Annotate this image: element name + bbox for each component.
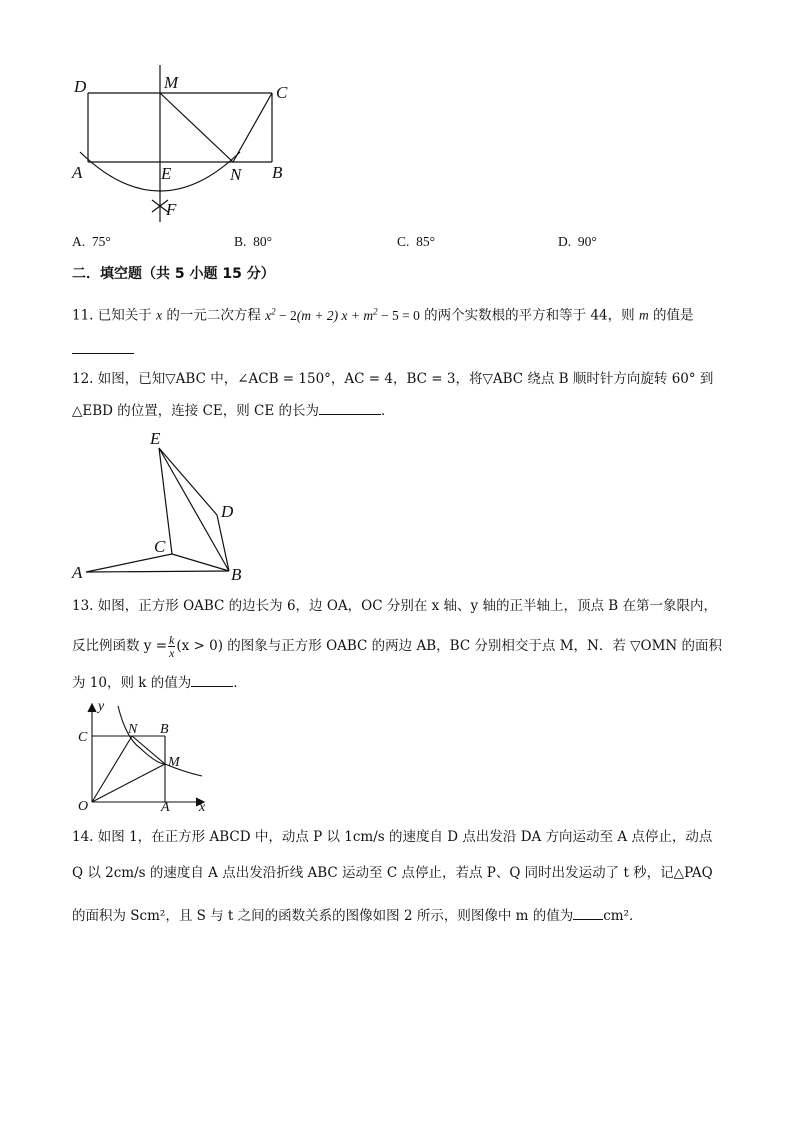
figure-q10 [60, 60, 310, 230]
figure-q13 [72, 698, 222, 813]
q13-text-line2-a: 反比例函数 y = [72, 638, 168, 654]
option-b [234, 234, 272, 250]
q11-value: 44 [590, 307, 608, 324]
q12-text-line2: △EBD 的位置，连接 CE，则 CE 的长为 [72, 403, 320, 419]
q13-answer-blank[interactable] [191, 672, 233, 687]
q13-text-line3: 为 10，则 k 的值为 [72, 675, 192, 691]
label-D: D [221, 502, 234, 521]
q14-text-line1: 如图 1，在正方形 ABCD 中，动点 P 以 1cm/s 的速度自 D 点出发沿 DA 方向运动至 A 点停止，动点 [97, 829, 713, 845]
option-a-letter: A. [72, 234, 86, 249]
option-a [72, 234, 111, 250]
option-d [558, 234, 597, 250]
q12-number: 12. [72, 371, 94, 387]
label-E: E [161, 164, 172, 183]
label-C: C [154, 537, 166, 556]
q14-line1 [72, 828, 712, 846]
q14-unit: cm²． [603, 908, 643, 924]
q13-text-line2-b: (x > 0) 的图象与正方形 OABC 的两边 AB，BC 分别相交于点 M，N．若 ▽OMN 的面积 [176, 638, 723, 654]
figure-q12 [64, 428, 264, 584]
q14-text-line2: Q 以 2cm/s 的速度自 A 点出发沿折线 ABC 运动至 C 点停止，若点 P、Q 同时出发运动了 t 秒，记△PAQ [72, 865, 713, 881]
q12-line1 [72, 370, 713, 388]
option-c [397, 234, 435, 250]
label-y: y [98, 699, 105, 714]
hyperbola [118, 706, 202, 776]
q12-line2 [72, 400, 395, 420]
option-d-letter: D. [558, 234, 572, 249]
q12-period: ． [381, 403, 395, 419]
q13-number: 13. [72, 598, 94, 614]
q11-line1 [72, 302, 694, 325]
q12-text-line1: 如图，已知▽ABC 中，∠ACB = 150°，AC = 4，BC = 3，将▽ABC 绕点 B 顺时针方向旋转 60° 到 [97, 371, 714, 387]
segment-DB [217, 515, 229, 571]
label-M: M [168, 755, 180, 770]
q11-number: 11. [72, 307, 94, 324]
q11-var-m: m [638, 307, 649, 323]
option-b-letter: B. [234, 234, 247, 249]
label-B: B [231, 565, 242, 584]
label-F: F [166, 200, 177, 219]
q14-answer-blank[interactable] [573, 905, 603, 920]
segment-CN [233, 93, 272, 162]
label-N: N [230, 165, 242, 184]
q13-line3 [72, 672, 247, 692]
label-B: B [272, 163, 283, 182]
q11-equation: $x^2 - 2(m + 2) x + m^2 - 5 = 0$ [265, 306, 420, 323]
label-D: D [74, 77, 87, 96]
segment-AB [86, 571, 229, 572]
label-A: A [72, 563, 83, 582]
q14-line2 [72, 864, 713, 882]
q14-text-line3: 的面积为 Scm²，且 S 与 t 之间的函数关系的图像如图 2 所示，则图像中 m 的值为 [72, 908, 574, 924]
label-M: M [164, 73, 179, 92]
segment-AC [86, 554, 172, 572]
option-c-value: 85° [416, 234, 436, 249]
q13-text-line1: 如图，正方形 OABC 的边长为 6，边 OA，OC 分别在 x 轴、y 轴的正半轴上，顶点 B 在第一象限内， [97, 598, 717, 614]
label-B: B [160, 722, 169, 737]
option-a-value: 75° [91, 234, 111, 249]
q11-text-mid: 的一元二次方程 [166, 307, 261, 324]
q14-line3 [72, 905, 643, 925]
q12-answer-blank[interactable] [319, 400, 381, 415]
q13-line1 [72, 597, 717, 615]
q11-var-x: x [156, 307, 163, 323]
label-x: x [199, 800, 206, 813]
label-E: E [150, 429, 161, 448]
q11-answer-blank[interactable] [72, 339, 134, 354]
q14-number: 14. [72, 829, 94, 845]
option-c-letter: C. [397, 234, 410, 249]
option-b-value: 80° [253, 234, 273, 249]
segment-MN [160, 93, 233, 162]
q11-text-post-a: 的两个实数根的平方和等于 [424, 307, 587, 324]
q13-fraction: $\frac{k}{x}$ [169, 633, 175, 660]
segment-EB [159, 448, 229, 571]
q13-period: ． [233, 675, 247, 691]
label-C: C [276, 83, 288, 102]
label-N: N [128, 722, 138, 737]
label-A: A [72, 163, 83, 182]
section-title: 二．填空题（共 5 小题 15 分） [72, 266, 275, 282]
segment-ED [159, 448, 217, 515]
option-d-value: 90° [577, 234, 597, 249]
label-C: C [78, 730, 88, 745]
q11-text-pre: 已知关于 [97, 307, 152, 324]
q11-text-post-c: 的值是 [653, 307, 694, 324]
segment-NM [132, 736, 165, 764]
q13-line2 [72, 634, 722, 659]
label-A: A [161, 800, 170, 813]
q11-text-post-b: ，则 [607, 307, 635, 324]
label-O: O [78, 799, 89, 813]
